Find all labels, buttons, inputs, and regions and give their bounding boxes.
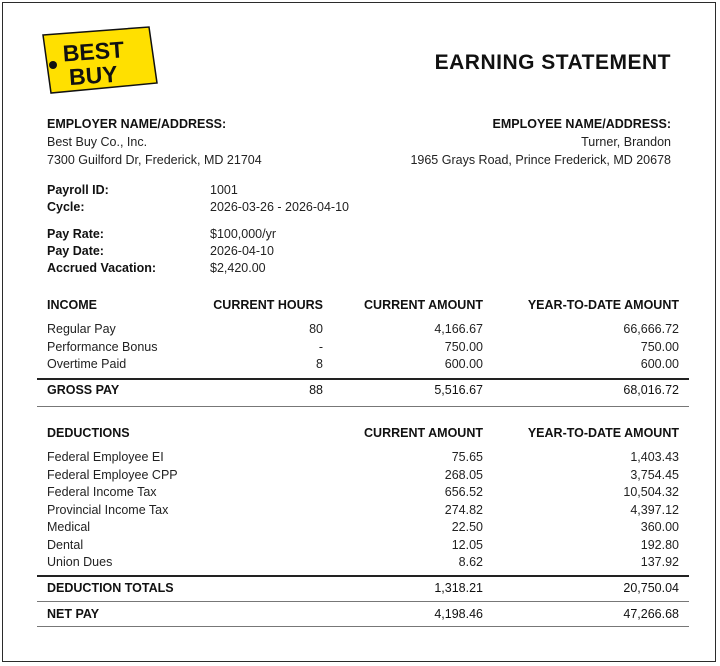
income-current: 600.00 [444, 357, 483, 371]
deductions-header-row [47, 426, 679, 444]
pay-info [47, 226, 276, 277]
deduction-current: 656.52 [444, 485, 483, 499]
payroll-info [47, 182, 349, 216]
table-row [47, 340, 679, 358]
gross-pay-current: 5,516.67 [434, 383, 483, 397]
deduction-current: 12.05 [451, 537, 483, 552]
net-pay-label: NET PAY [47, 607, 100, 621]
employer-block [47, 115, 262, 169]
deductions-header [47, 426, 679, 444]
logo-text-line2: BUY [68, 60, 119, 91]
income-ytd: 600.00 [640, 357, 679, 371]
accrued-vacation-label: Accrued Vacation: [47, 261, 157, 275]
pay-rate-label: Pay Rate: [47, 227, 104, 241]
income-header-row [47, 298, 679, 316]
accrued-vacation-value: $2,420.00 [210, 261, 266, 275]
deduction-name: Federal Employee EI [47, 450, 164, 464]
divider [37, 601, 689, 602]
deductions-table [47, 450, 679, 573]
gross-pay-row [47, 383, 679, 401]
table-row [47, 503, 679, 521]
current-amount-header: CURRENT AMOUNT [364, 298, 483, 312]
net-pay-row [47, 607, 679, 625]
payroll-id-label: Payroll ID: [47, 183, 109, 197]
page-title: EARNING STATEMENT [434, 51, 671, 74]
deductions-ytd-header: YEAR-TO-DATE AMOUNT [527, 426, 679, 440]
deduction-totals-current: 1,318.21 [434, 581, 483, 595]
deduction-ytd: 4,397.12 [630, 502, 679, 517]
employer-address: 7300 Guilford Dr, Frederick, MD 21704 [47, 153, 262, 167]
income-table [47, 298, 679, 316]
deduction-current: 22.50 [451, 520, 483, 534]
income-name: Overtime Paid [47, 357, 127, 371]
pay-date-value: 2026-04-10 [210, 244, 274, 258]
current-hours-header: CURRENT HOURS [213, 298, 323, 312]
deduction-current: 274.82 [444, 502, 483, 517]
table-row [47, 520, 679, 538]
deduction-ytd: 1,403.43 [630, 450, 679, 464]
income-rows [47, 322, 679, 375]
deduction-name: Federal Income Tax [47, 485, 157, 499]
earning-statement [2, 2, 716, 662]
divider [37, 406, 689, 407]
employer-name: Best Buy Co., Inc. [47, 135, 148, 149]
deduction-name: Federal Employee CPP [47, 467, 178, 482]
cycle-value: 2026-03-26 - 2026-04-10 [210, 200, 349, 214]
divider [37, 626, 689, 627]
divider [37, 378, 689, 380]
income-current: 4,166.67 [434, 322, 483, 336]
income-hours: 8 [316, 357, 323, 371]
income-hours: 80 [309, 322, 323, 336]
deduction-current: 75.65 [451, 450, 483, 464]
employee-block [410, 115, 671, 169]
table-row [47, 450, 679, 468]
deduction-ytd: 360.00 [640, 520, 679, 534]
deduction-totals-label: DEDUCTION TOTALS [47, 581, 174, 595]
employee-label: EMPLOYEE NAME/ADDRESS: [492, 117, 671, 131]
cycle-label: Cycle: [47, 200, 85, 214]
pay-date-label: Pay Date: [47, 244, 104, 258]
income-current: 750.00 [444, 339, 483, 354]
employee-address: 1965 Grays Road, Prince Frederick, MD 20678 [410, 153, 671, 167]
deduction-current: 268.05 [444, 467, 483, 482]
ytd-amount-header: YEAR-TO-DATE AMOUNT [527, 298, 679, 312]
gross-pay-hours: 88 [309, 383, 323, 397]
income-ytd: 750.00 [640, 339, 679, 354]
deduction-totals [47, 581, 679, 599]
divider [37, 575, 689, 577]
table-row [47, 555, 679, 573]
income-ytd: 66,666.72 [623, 322, 679, 336]
net-pay [47, 607, 679, 625]
net-pay-ytd: 47,266.68 [623, 607, 679, 621]
deductions-header-label: DEDUCTIONS [47, 426, 130, 440]
logo-text-line1: BEST [61, 36, 125, 67]
deduction-name: Dental [47, 537, 84, 552]
deduction-current: 8.62 [458, 555, 483, 569]
pay-rate-value: $100,000/yr [210, 227, 277, 241]
deduction-ytd: 10,504.32 [623, 485, 679, 499]
income-hours: - [318, 339, 323, 354]
net-pay-current: 4,198.46 [434, 607, 483, 621]
income-header: INCOME [47, 298, 97, 312]
payroll-id-value: 1001 [210, 183, 238, 197]
table-row [47, 468, 679, 486]
gross-pay-ytd: 68,016.72 [623, 383, 679, 397]
deduction-ytd: 137.92 [640, 555, 679, 569]
gross-pay [47, 383, 679, 401]
deduction-totals-ytd: 20,750.04 [623, 581, 679, 595]
deduction-name: Provincial Income Tax [47, 502, 169, 517]
deductions-current-header: CURRENT AMOUNT [364, 426, 483, 440]
deduction-ytd: 192.80 [640, 537, 679, 552]
table-row [47, 485, 679, 503]
deduction-totals-row [47, 581, 679, 599]
best-buy-logo [39, 25, 159, 97]
deduction-name: Union Dues [47, 555, 113, 569]
employee-name: Turner, Brandon [581, 135, 671, 149]
table-row [47, 357, 679, 375]
table-row [47, 538, 679, 556]
income-name: Performance Bonus [47, 339, 158, 354]
deduction-name: Medical [47, 520, 91, 534]
gross-pay-label: GROSS PAY [47, 383, 120, 397]
income-name: Regular Pay [47, 322, 116, 336]
table-row [47, 322, 679, 340]
deduction-ytd: 3,754.45 [630, 467, 679, 482]
employer-label: EMPLOYER NAME/ADDRESS: [47, 117, 227, 131]
